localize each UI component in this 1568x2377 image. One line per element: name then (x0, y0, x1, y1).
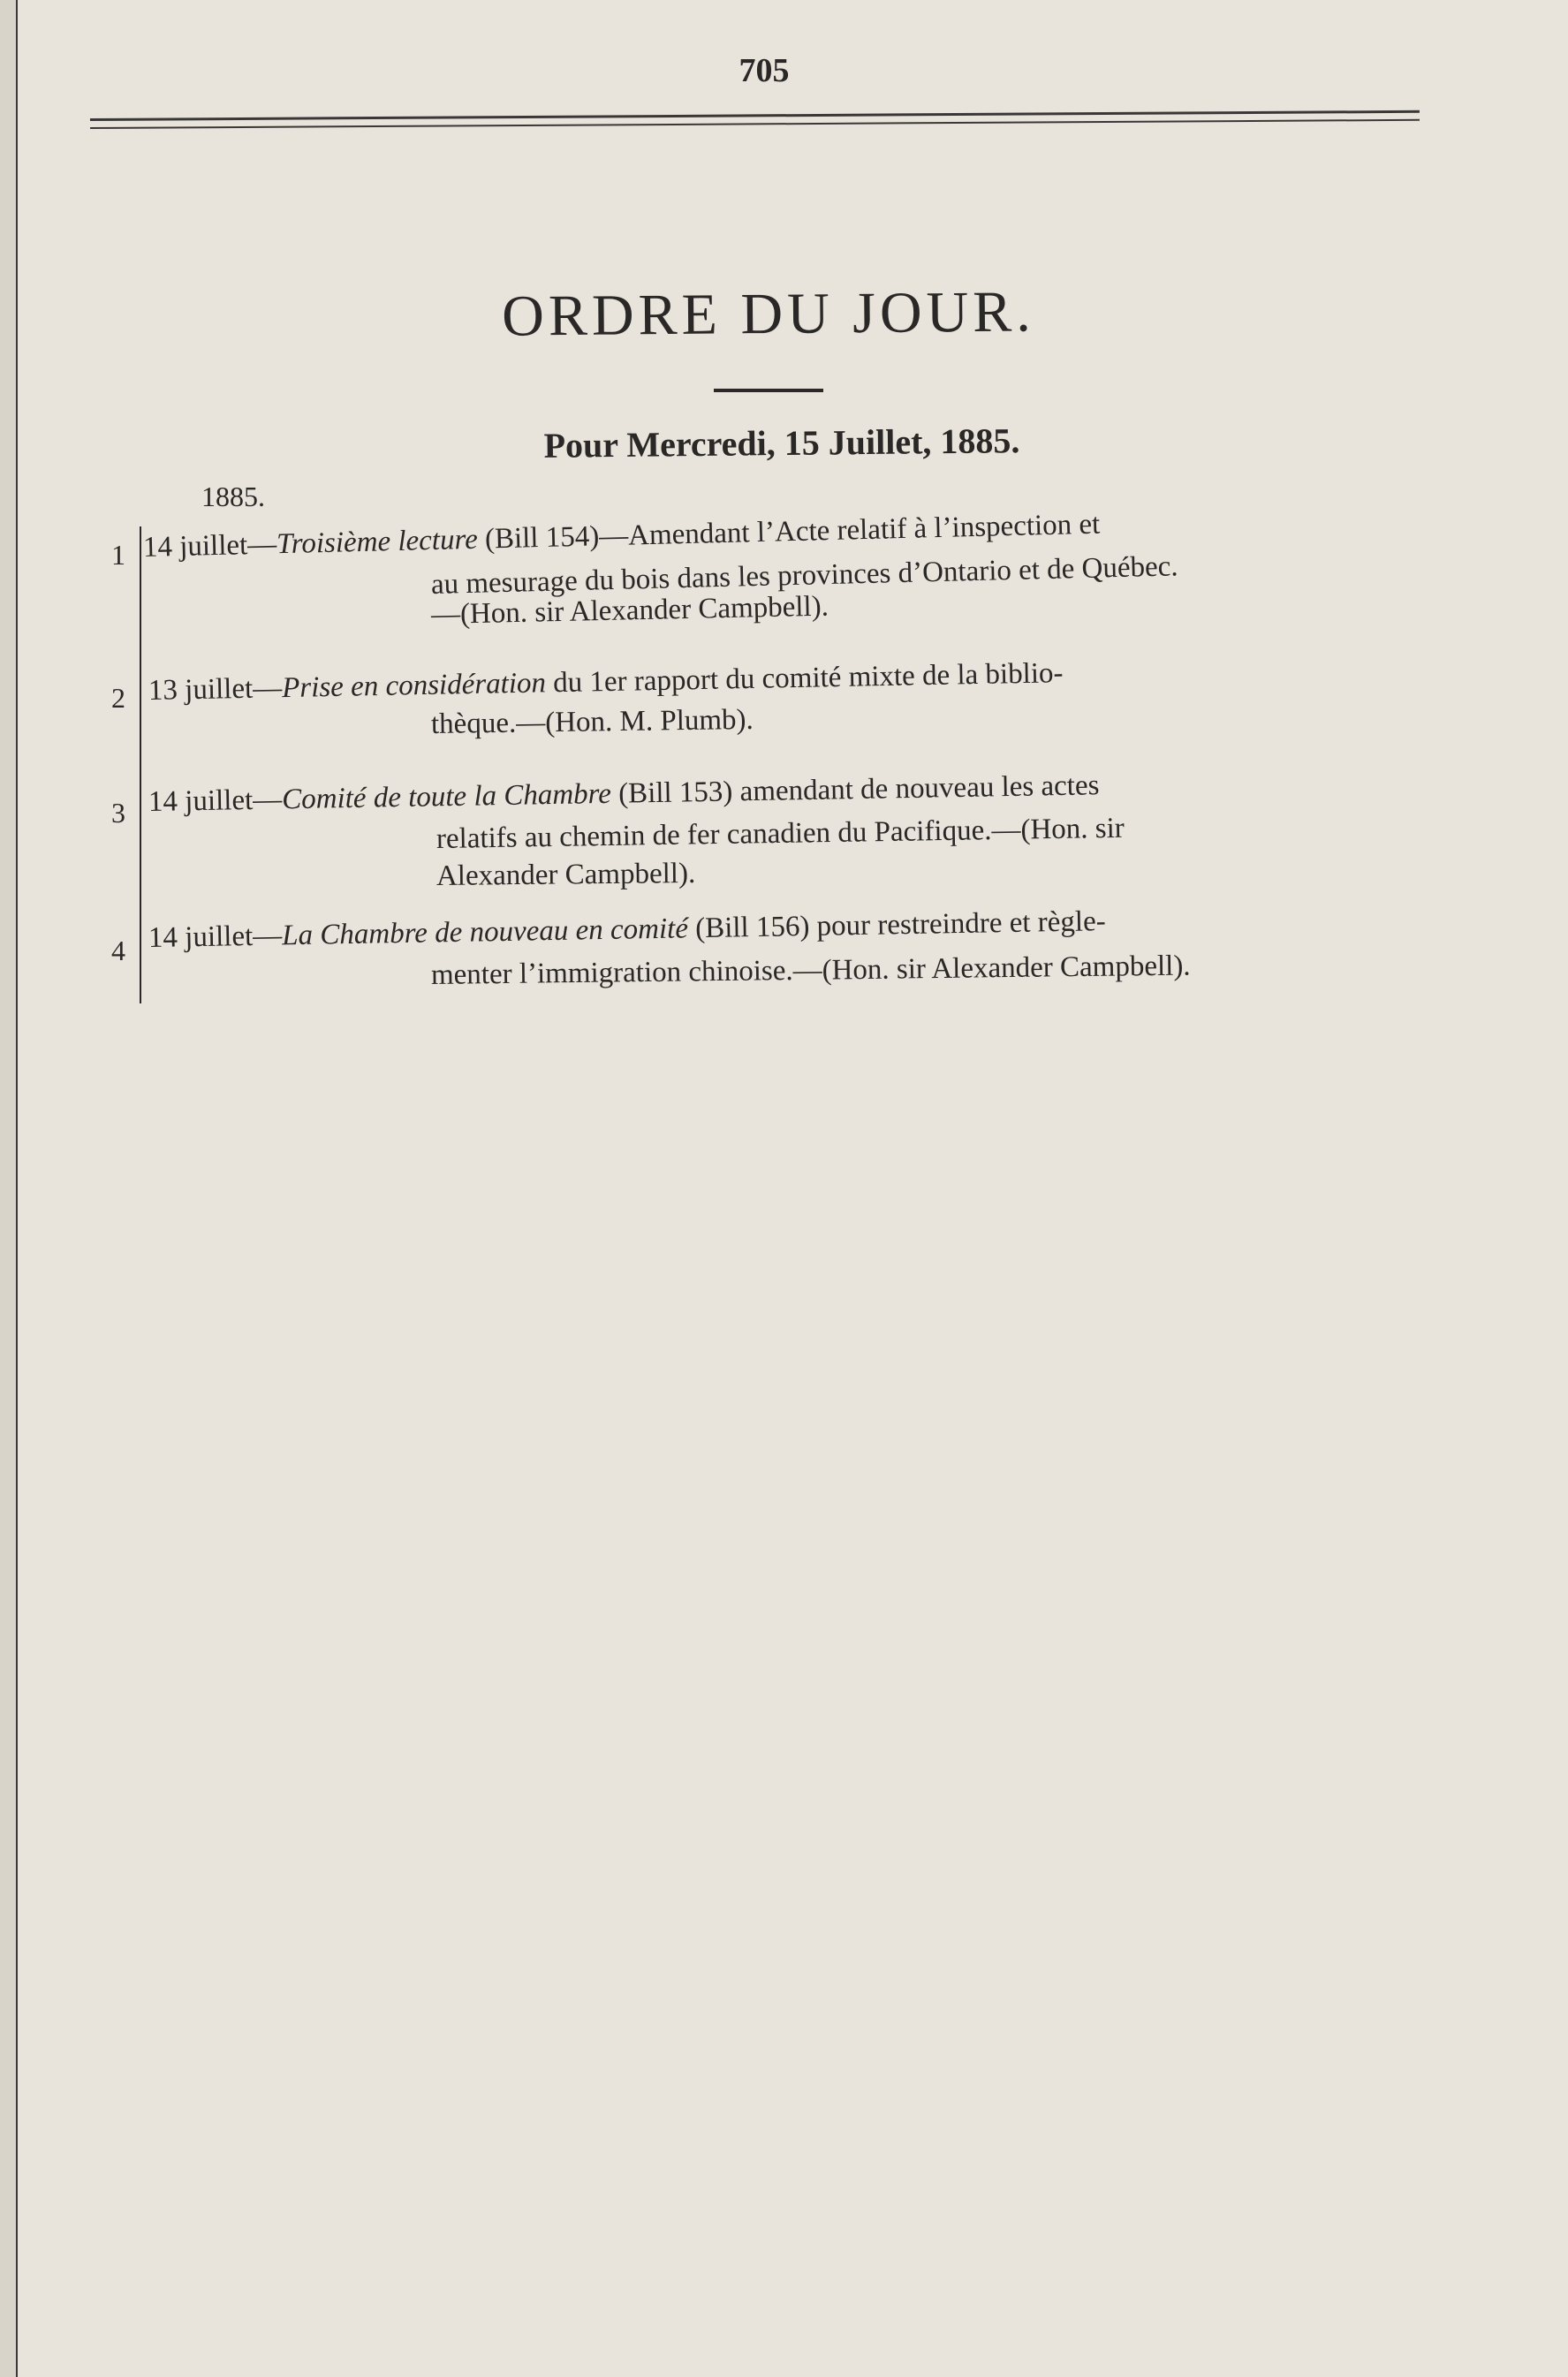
page-subtitle: Pour Mercredi, 15 Juillet, 1885. (543, 420, 1020, 466)
agenda-item (0, 508, 1568, 654)
item-second-line: au mesurage du bois dans les provinces d’Ontario et de Québec. (430, 550, 1179, 601)
item-second-line: relatifs au chemin de fer canadien du Pacifique.—(Hon. sir (436, 812, 1125, 855)
item-emphasis: Prise en considération (281, 667, 547, 705)
item-date: 14 juillet— (142, 528, 277, 564)
item-third-line: —(Hon. sir Alexander Campbell). (430, 590, 829, 631)
item-second-line: thèque.—(Hon. M. Plumb). (430, 703, 754, 740)
title-underline (714, 389, 823, 392)
item-third-line: Alexander Campbell). (436, 857, 696, 892)
item-number: 2 (111, 682, 125, 714)
page-title: ORDRE DU JOUR. (501, 279, 1036, 349)
item-text: du 1er rapport du comité mixte de la biblio- (545, 657, 1064, 700)
page-number: 705 (739, 52, 790, 89)
item-text: (Bill 156) pour restreindre et règle- (687, 905, 1106, 945)
agenda-item (0, 905, 1568, 1042)
item-number: 3 (111, 797, 125, 829)
item-date: 13 juillet— (148, 672, 283, 707)
page-spine-shadow (0, 0, 16, 2377)
item-number: 4 (111, 935, 125, 966)
item-emphasis: Comité de toute la Chambre (281, 777, 612, 816)
header-double-rule (90, 110, 1420, 129)
item-emphasis: Troisième lecture (276, 523, 479, 561)
item-second-line: menter l’immigration chinoise.—(Hon. sir Alexander Campbell). (430, 950, 1191, 991)
year-label: 1885. (201, 481, 265, 512)
item-text: (Bill 154)—Amendant l’Acte relatif à l’inspection et (477, 508, 1101, 556)
item-first-line (148, 769, 1100, 819)
agenda-item (0, 770, 1568, 903)
item-date: 14 juillet— (148, 920, 283, 954)
item-emphasis: La Chambre de nouveau en comité (281, 912, 689, 952)
page-spine-edge (16, 0, 18, 2377)
item-first-line (148, 657, 1064, 708)
item-date: 14 juillet— (148, 784, 283, 818)
item-number: 1 (111, 539, 125, 571)
item-text: (Bill 153) amendant de nouveau les actes (610, 769, 1100, 810)
item-first-line (148, 905, 1106, 955)
